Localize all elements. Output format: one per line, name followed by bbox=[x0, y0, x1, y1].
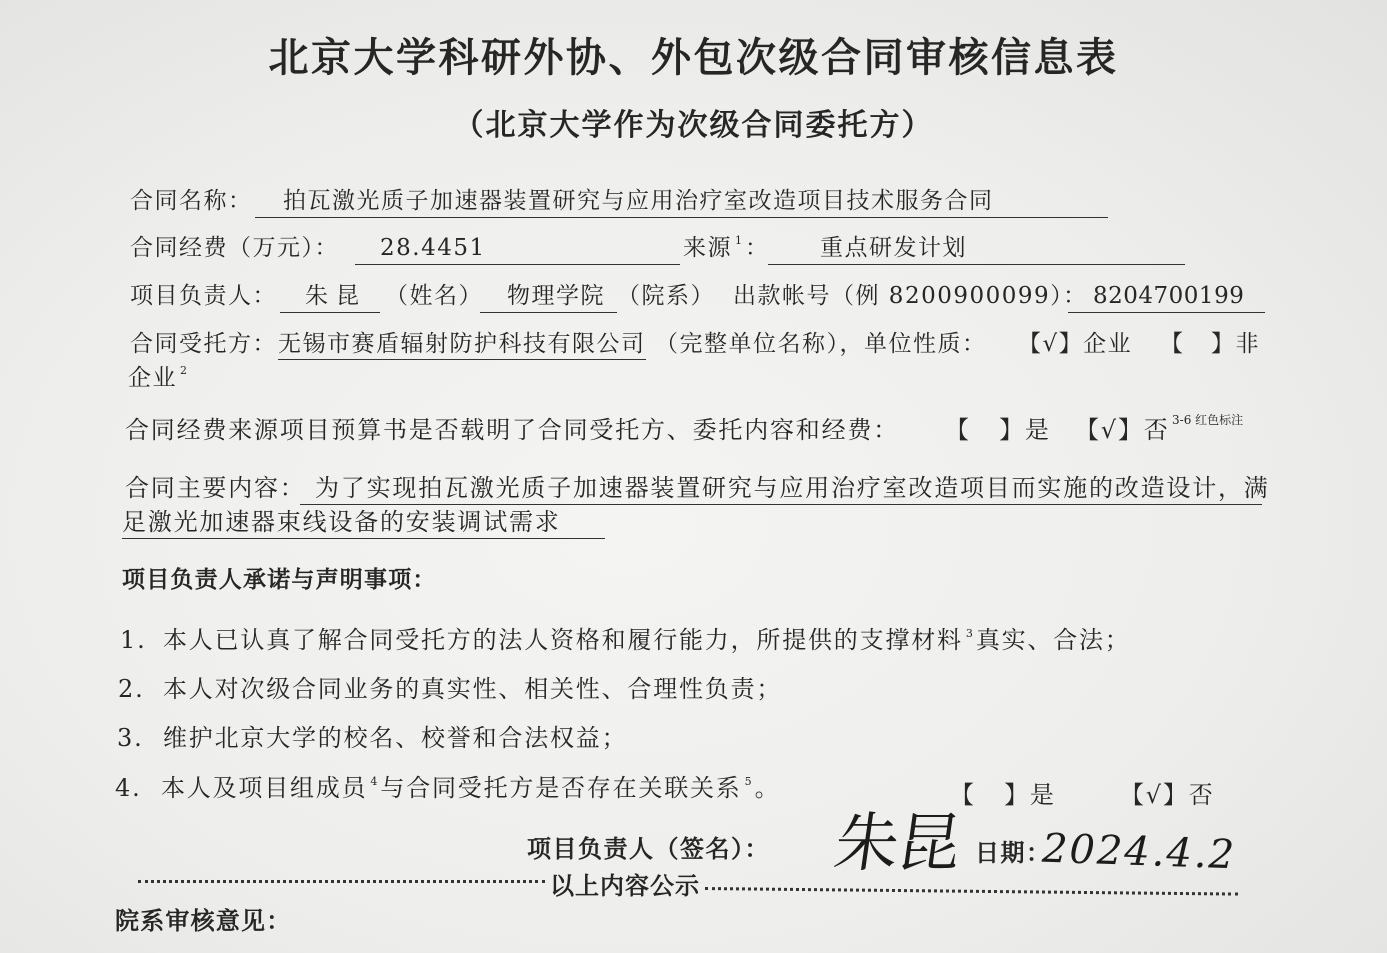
contract-fee-value: 28.4451 bbox=[355, 237, 680, 265]
budget-yes-label: 是 bbox=[1024, 416, 1051, 444]
commitments-heading: 项目负责人承诺与声明事项： bbox=[122, 567, 437, 593]
source-colon: ： bbox=[745, 235, 770, 261]
publicity-note: 以上内容公示 bbox=[550, 872, 700, 900]
source-value: 重点研发计划 bbox=[768, 237, 1185, 265]
non-enterprise-checkbox: 【 】 bbox=[1160, 331, 1236, 357]
source-footnote: 1 bbox=[735, 234, 742, 247]
enterprise-option-label: 企业 bbox=[1083, 331, 1133, 357]
commitment-text-tail: 真实、合法； bbox=[975, 626, 1131, 654]
budget-no-label: 否 bbox=[1143, 416, 1170, 444]
budget-question-label: 合同经费来源项目预算书是否载明了合同受托方、委托内容和经费： bbox=[125, 416, 899, 444]
page-subtitle: （北京大学作为次级合同委托方） bbox=[453, 108, 934, 143]
budget-yes-option bbox=[945, 418, 1051, 442]
trustee-footnote: 2 bbox=[180, 364, 187, 377]
trustee-hint: （完整单位名称），单位性质： bbox=[655, 331, 987, 357]
source-label bbox=[683, 234, 770, 261]
signature-label: 项目负责人（签名）： bbox=[527, 835, 770, 863]
budget-footnote: 3-6 红色标注 bbox=[1172, 413, 1244, 427]
commitment-item bbox=[163, 628, 1131, 652]
non-enterprise-option bbox=[1160, 333, 1260, 356]
account-label: 出款帐号（例 8200900099）： bbox=[733, 283, 1088, 309]
source-label-text: 来源 bbox=[683, 235, 732, 261]
handwritten-date: 2024.4.2 bbox=[1041, 825, 1237, 879]
contract-name-label: 合同名称： bbox=[130, 188, 253, 214]
commitment-text: 本人及项目组成员 bbox=[161, 774, 368, 802]
main-content-line-1: 为了实现拍瓦激光质子加速器装置研究与应用治疗室改造项目而实施的改造设计，满 bbox=[300, 476, 1262, 505]
commitment-item: 本人对次级合同业务的真实性、相关性、合理性负责； bbox=[163, 675, 783, 703]
contract-fee-label: 合同经费（万元）： bbox=[130, 235, 339, 261]
account-value: 8204700199 bbox=[1068, 285, 1265, 313]
page-title: 北京大学科研外协、外包次级合同审核信息表 bbox=[268, 35, 1119, 81]
enterprise-checkbox: 【√】 bbox=[1018, 331, 1084, 357]
budget-yes-checkbox: 【 】 bbox=[945, 416, 1025, 444]
enterprise-option bbox=[1018, 333, 1132, 356]
pi-dept-hint: （院系） bbox=[617, 283, 715, 309]
commitment-item bbox=[161, 776, 780, 800]
dept-review-label: 院系审核意见： bbox=[115, 907, 292, 935]
main-content-line-2: 足激光加速器束线设备的安装调试需求 bbox=[122, 510, 605, 539]
main-content-label: 合同主要内容： bbox=[125, 474, 306, 502]
non-enterprise-option-label: 非 bbox=[1235, 331, 1260, 357]
budget-no-checkbox: 【√】 bbox=[1075, 416, 1144, 444]
date-label: 日期： bbox=[975, 839, 1052, 867]
commitment-footnote: 3 bbox=[965, 627, 973, 640]
commitment-number: 2. bbox=[118, 675, 145, 703]
budget-no-option bbox=[1075, 418, 1170, 442]
commitment-number: 4. bbox=[115, 774, 142, 802]
commitment-footnote: 5 bbox=[744, 775, 752, 788]
commitment-number: 3. bbox=[117, 724, 144, 752]
relation-yes-option bbox=[950, 783, 1056, 807]
trustee-value: 无锡市赛盾辐射防护科技有限公司 bbox=[278, 333, 646, 360]
pi-dept-value: 物理学院 bbox=[480, 285, 617, 313]
handwritten-signature: 朱昆 bbox=[829, 807, 965, 881]
relation-no-label: 否 bbox=[1188, 781, 1215, 809]
commitment-text-mid: 与合同受托方是否存在关联关系 bbox=[380, 774, 742, 802]
relation-no-option bbox=[1120, 783, 1215, 807]
relation-yes-checkbox: 【 】 bbox=[950, 781, 1030, 809]
non-enterprise-option-continued bbox=[128, 364, 190, 391]
trustee-label: 合同受托方： bbox=[130, 331, 277, 357]
commitment-text-tail: 。 bbox=[754, 774, 781, 802]
dotted-divider-right bbox=[705, 887, 1238, 896]
relation-yes-label: 是 bbox=[1029, 781, 1056, 809]
dotted-divider-left bbox=[138, 880, 545, 883]
relation-no-checkbox: 【√】 bbox=[1120, 781, 1189, 809]
pi-name-value: 朱昆 bbox=[280, 285, 380, 313]
pi-name-hint: （姓名） bbox=[385, 283, 483, 309]
contract-name-value: 拍瓦激光质子加速器装置研究与应用治疗室改造项目技术服务合同 bbox=[255, 190, 1108, 218]
commitment-item: 维护北京大学的校名、校誉和合法权益； bbox=[163, 724, 628, 752]
commitment-number: 1. bbox=[120, 626, 147, 654]
pi-label: 项目负责人： bbox=[130, 283, 277, 309]
commitment-footnote: 4 bbox=[370, 775, 378, 788]
non-enterprise-option-label-cont: 企业 bbox=[128, 365, 177, 391]
commitment-text: 本人已认真了解合同受托方的法人资格和履行能力，所提供的支撑材料 bbox=[163, 626, 963, 654]
